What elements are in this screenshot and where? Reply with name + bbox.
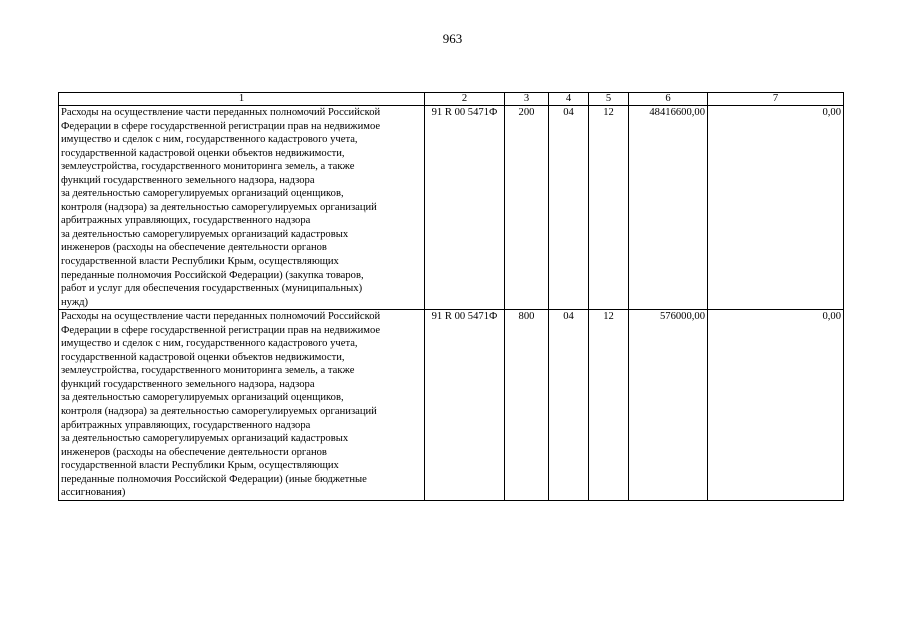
section: 04 xyxy=(549,310,589,501)
amount-column-7: 0,00 xyxy=(708,310,844,501)
expense-description: Расходы на осуществление части переданных полномочий Российской Федерации в сфере государственной регистрации прав на недвижимое имущество и сделок с ним, государственного кадастрового учета, государственной кадастровой оценки объектов недвижимости, землеустройства, государственного мониторинга земель, а также функций государственного земельного надзора, надзора за деятельностью саморегулируемых организаций оценщиков, контроля (надзора) за деятельностью саморегулируемых организаций арбитражных управляющих, государственного надзора за деятельностью саморегулируемых организаций кадастровых инженеров (расходы на обеспечение деятельности органов государственной власти Республики Крым, осуществляющих переданные полномочия Российской Федерации) (закупка товаров, работ и услуг для обеспечения государственных (муниципальных) нужд) xyxy=(59,106,425,310)
target-code: 91 R 00 5471Ф xyxy=(425,310,505,501)
budget-table xyxy=(58,92,844,501)
amount-column-7: 0,00 xyxy=(708,106,844,310)
page-number: 963 xyxy=(442,31,463,46)
amount-column-6: 48416600,00 xyxy=(629,106,708,310)
table-row xyxy=(59,106,844,310)
target-code: 91 R 00 5471Ф xyxy=(425,106,505,310)
column-header: 1 xyxy=(59,93,425,106)
column-header: 3 xyxy=(505,93,549,106)
column-header: 6 xyxy=(629,93,708,106)
column-header: 2 xyxy=(425,93,505,106)
expense-type: 800 xyxy=(505,310,549,501)
column-header: 7 xyxy=(708,93,844,106)
expense-description: Расходы на осуществление части переданных полномочий Российской Федерации в сфере государственной регистрации прав на недвижимое имущество и сделок с ним, государственного кадастрового учета, государственной кадастровой оценки объектов недвижимости, землеустройства, государственного мониторинга земель, а также функций государственного земельного надзора, надзора за деятельностью саморегулируемых организаций оценщиков, контроля (надзора) за деятельностью саморегулируемых организаций арбитражных управляющих, государственного надзора за деятельностью саморегулируемых организаций кадастровых инженеров (расходы на обеспечение деятельности органов государственной власти Республики Крым, осуществляющих переданные полномочия Российской Федерации) (иные бюджетные ассигнования) xyxy=(59,310,425,501)
table-row xyxy=(59,310,844,501)
header-row xyxy=(59,93,844,106)
subsection: 12 xyxy=(589,106,629,310)
column-header: 4 xyxy=(549,93,589,106)
expense-type: 200 xyxy=(505,106,549,310)
section: 04 xyxy=(549,106,589,310)
column-header: 5 xyxy=(589,93,629,106)
amount-column-6: 576000,00 xyxy=(629,310,708,501)
subsection: 12 xyxy=(589,310,629,501)
